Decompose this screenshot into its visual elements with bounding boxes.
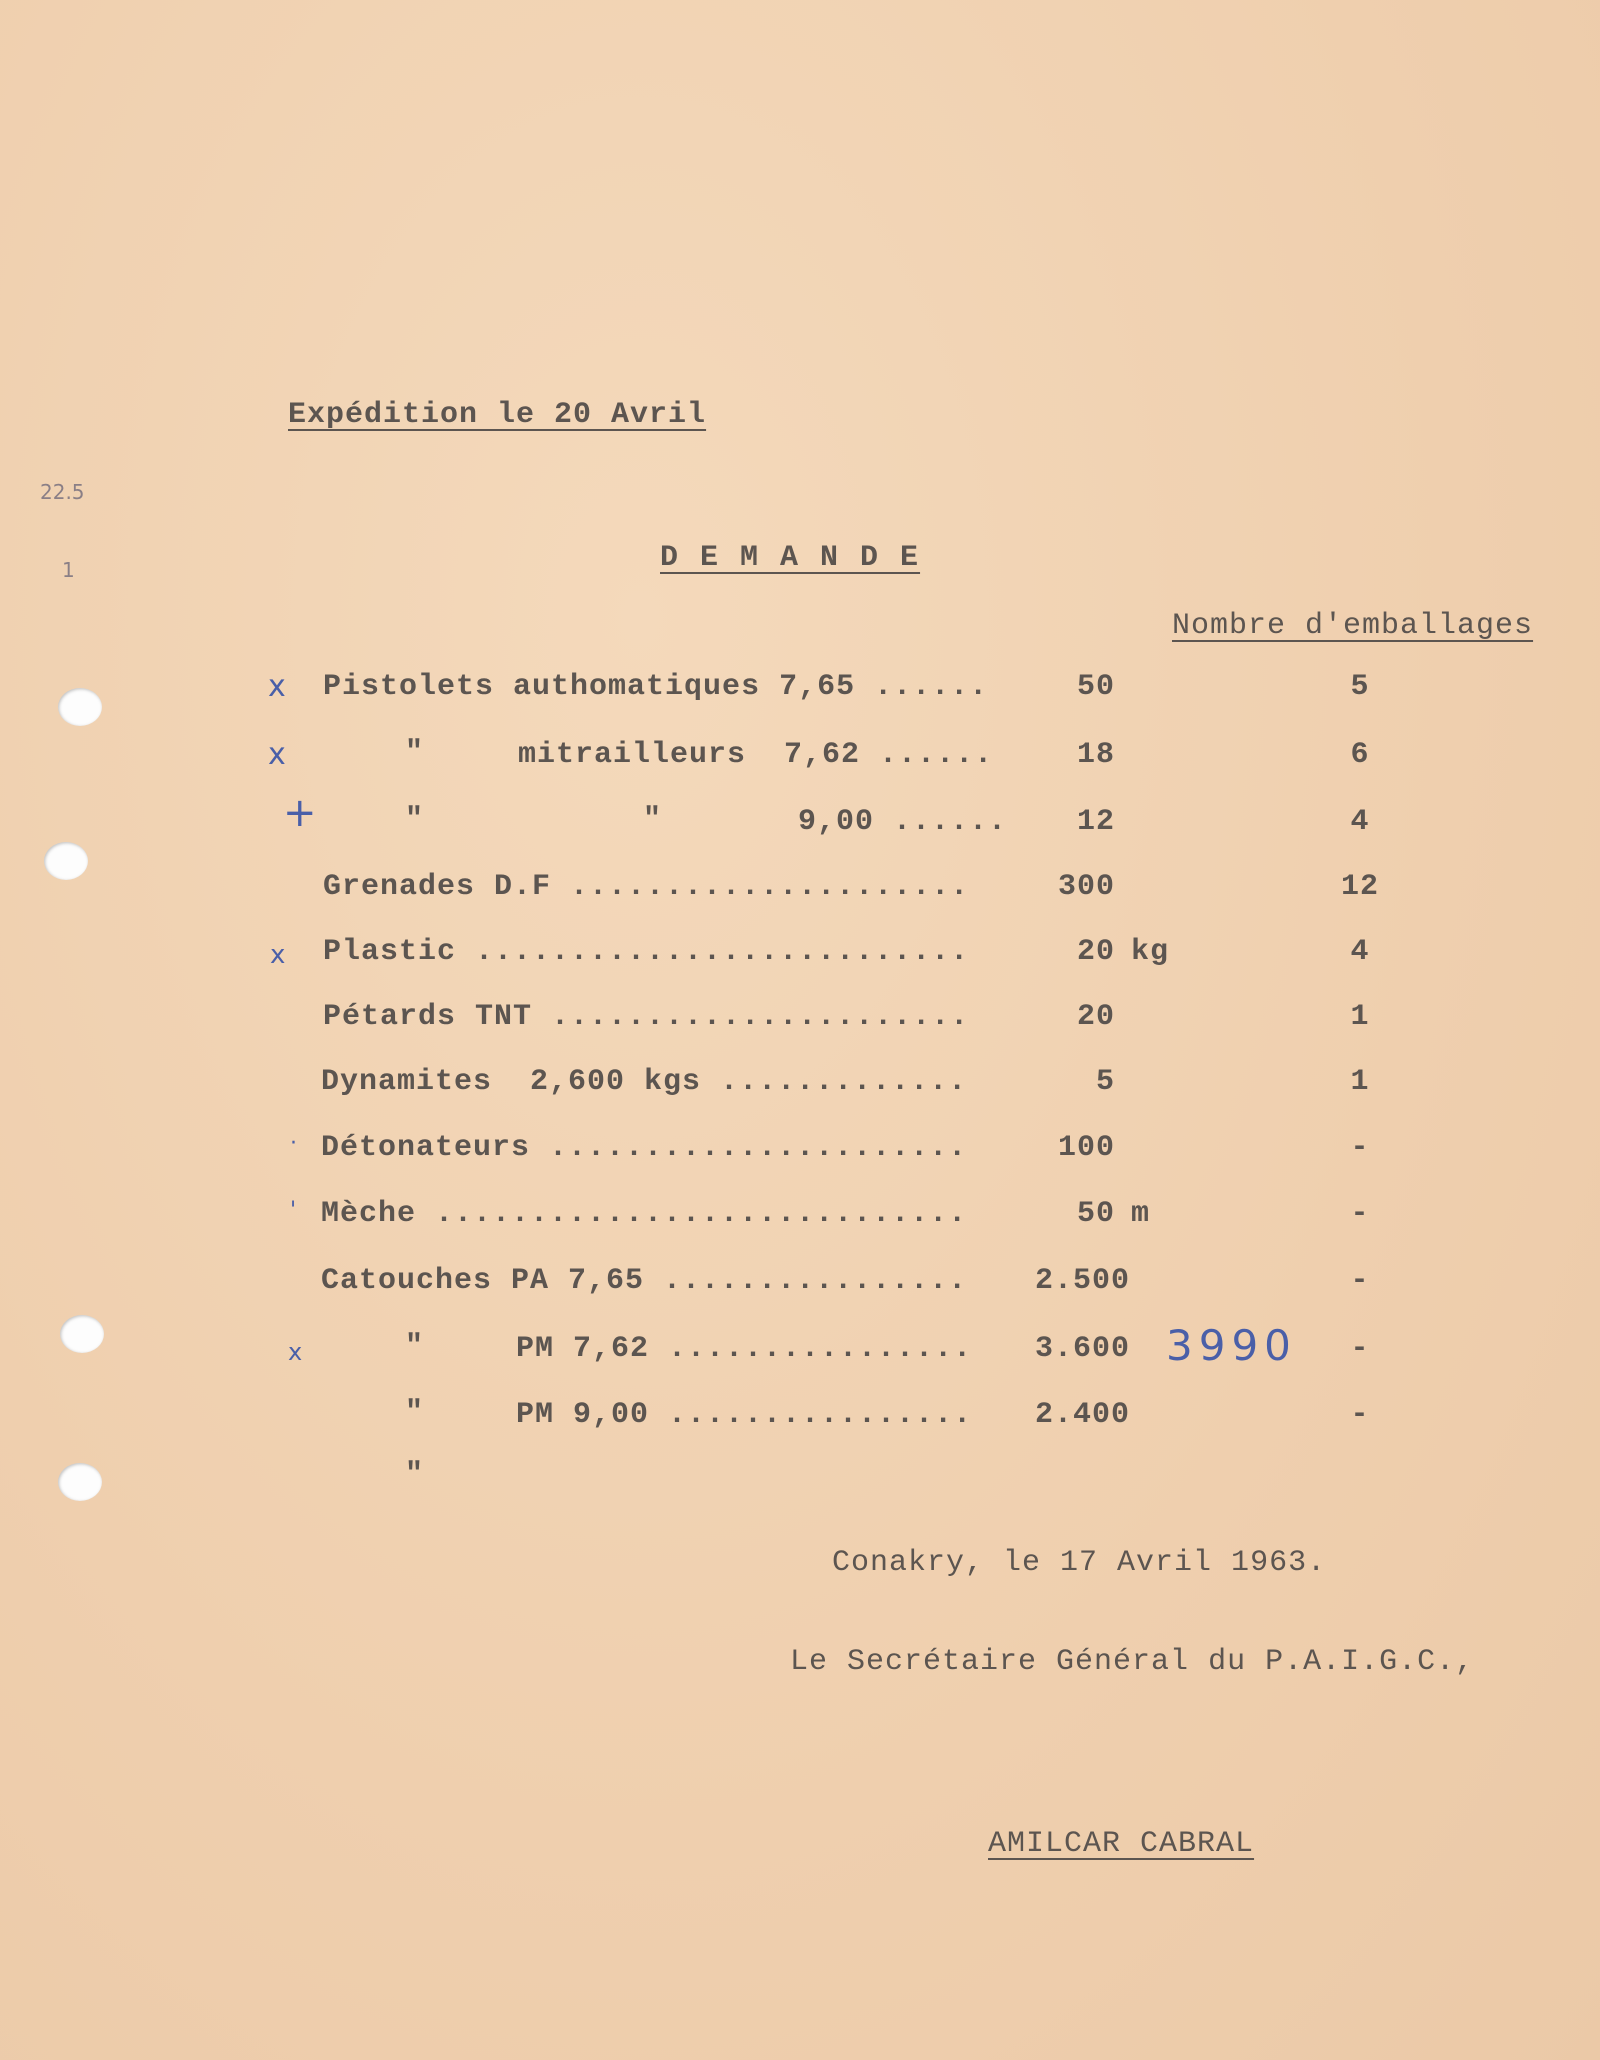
check-mark: x bbox=[268, 669, 286, 704]
item-quantity: 3.600 bbox=[1034, 1332, 1130, 1366]
item-label: Détonateurs ...................... bbox=[321, 1131, 968, 1165]
punch-hole bbox=[44, 842, 88, 880]
ditto-mark: " bbox=[405, 803, 424, 837]
check-mark: x bbox=[268, 737, 286, 772]
item-label: PM 9,00 ................ bbox=[516, 1398, 973, 1432]
place-date: Conakry, le 17 Avril 1963. bbox=[832, 1546, 1327, 1580]
item-label: Mèche ............................ bbox=[321, 1197, 968, 1231]
item-label: 9,00 ...... bbox=[798, 805, 1008, 839]
item-packages: 5 bbox=[1350, 670, 1370, 704]
item-packages: 6 bbox=[1350, 738, 1370, 772]
check-mark: · bbox=[290, 1131, 297, 1156]
punch-hole bbox=[60, 1315, 104, 1353]
ditto-mark: " bbox=[405, 736, 424, 770]
ditto-mark: " bbox=[405, 1396, 424, 1430]
item-packages: 1 bbox=[1350, 1000, 1370, 1034]
handwritten-quantity: 3990 bbox=[1166, 1321, 1297, 1370]
item-label: Dynamites 2,600 kgs ............. bbox=[321, 1065, 968, 1099]
signatory-name: AMILCAR CABRAL bbox=[988, 1827, 1255, 1861]
item-label: Pétards TNT ...................... bbox=[323, 1000, 970, 1034]
check-mark: ' bbox=[290, 1198, 297, 1223]
item-packages: - bbox=[1350, 1332, 1370, 1366]
signatory-title: Le Secrétaire Général du P.A.I.G.C., bbox=[790, 1645, 1475, 1679]
item-packages: - bbox=[1350, 1398, 1370, 1432]
page-title: D E M A N D E bbox=[660, 541, 921, 575]
item-quantity: 100 bbox=[1057, 1131, 1115, 1165]
item-packages: - bbox=[1350, 1264, 1370, 1298]
item-packages: 4 bbox=[1350, 935, 1370, 969]
item-packages: 1 bbox=[1350, 1065, 1370, 1099]
punch-hole bbox=[58, 688, 102, 726]
item-packages: - bbox=[1350, 1131, 1370, 1165]
item-packages: 4 bbox=[1350, 805, 1370, 839]
item-quantity: 18 bbox=[1076, 738, 1115, 772]
item-quantity: 5 bbox=[1095, 1065, 1115, 1099]
item-packages: - bbox=[1350, 1197, 1370, 1231]
item-label: mitrailleurs 7,62 ...... bbox=[518, 738, 994, 772]
ditto-mark: " bbox=[405, 1458, 424, 1492]
margin-note: 22.5 bbox=[40, 480, 85, 504]
item-unit: m bbox=[1131, 1197, 1151, 1231]
check-mark: + bbox=[283, 790, 317, 836]
item-quantity: 50 bbox=[1076, 1197, 1115, 1231]
column-header-packages: Nombre d'emballages bbox=[1172, 609, 1534, 643]
item-label: Grenades D.F ..................... bbox=[323, 870, 970, 904]
expedition-heading: Expédition le 20 Avril bbox=[288, 398, 707, 432]
item-label: Plastic .......................... bbox=[323, 935, 970, 969]
check-mark: x bbox=[270, 940, 286, 970]
item-quantity: 300 bbox=[1057, 870, 1115, 904]
punch-hole bbox=[58, 1463, 102, 1501]
item-packages: 12 bbox=[1340, 870, 1379, 904]
item-quantity: 2.500 bbox=[1034, 1264, 1130, 1298]
item-quantity: 12 bbox=[1076, 805, 1115, 839]
item-quantity: 2.400 bbox=[1034, 1398, 1130, 1432]
item-unit: kg bbox=[1131, 935, 1170, 969]
item-label: Pistolets authomatiques 7,65 ...... bbox=[323, 670, 989, 704]
item-label: Catouches PA 7,65 ................ bbox=[321, 1264, 968, 1298]
ditto-mark: " bbox=[643, 803, 662, 837]
item-quantity: 20 bbox=[1076, 935, 1115, 969]
ditto-mark: " bbox=[405, 1330, 424, 1364]
item-quantity: 20 bbox=[1076, 1000, 1115, 1034]
item-quantity: 50 bbox=[1076, 670, 1115, 704]
item-label: PM 7,62 ................ bbox=[516, 1332, 973, 1366]
margin-note: 1 bbox=[62, 558, 75, 582]
check-mark: x bbox=[288, 1338, 303, 1366]
